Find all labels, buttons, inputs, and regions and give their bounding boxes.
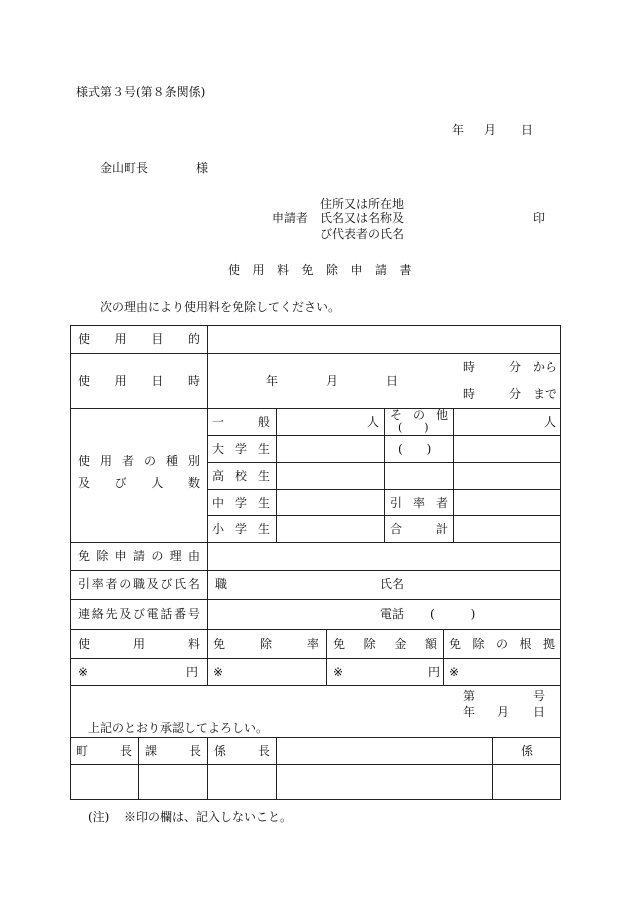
- date-month: 月: [484, 123, 497, 137]
- phone-paren: ( ): [430, 607, 476, 621]
- applicant-address-label: 住所又は所在地: [320, 197, 405, 211]
- user-type-label-2: 及 び 人 数: [78, 476, 200, 490]
- seal-mark: 印: [533, 211, 546, 225]
- time-from-suffix: から: [533, 360, 558, 374]
- approval-text: 上記のとおり承認してよろしい。: [88, 721, 269, 735]
- time-to-minute: 分: [509, 387, 522, 401]
- rate-label: 免 除 率: [213, 637, 319, 651]
- rate-mark: ※: [213, 665, 224, 679]
- contact-label: 連 絡 先 及 び 電 話 番 号: [78, 607, 200, 621]
- honorific: 様: [196, 161, 209, 175]
- time-from-hour: 時: [463, 360, 476, 374]
- approval-number-label: 第: [463, 689, 476, 703]
- category-junior-high: 中 学 生: [212, 496, 270, 510]
- fee-yen: 円: [186, 665, 199, 679]
- name-label: 氏名: [380, 577, 405, 591]
- basis-mark: ※: [449, 665, 460, 679]
- use-date-month: 月: [326, 374, 339, 388]
- approval-date-year: 年: [463, 705, 476, 719]
- approver-clerk: 係: [521, 744, 534, 758]
- amount-label: 免 除 金 額: [333, 637, 437, 651]
- note-text: ※印の欄は、記入しないこと。: [124, 810, 293, 824]
- datetime-label: 使 用 日 時: [78, 374, 200, 388]
- approval-date-month: 月: [497, 705, 510, 719]
- job-label: 職: [215, 577, 228, 591]
- reason-field[interactable]: [208, 543, 560, 570]
- reason-label: 免 除 申 請 の 理 由: [78, 549, 200, 563]
- basis-label: 免 除 の 根 拠: [449, 637, 555, 651]
- approver-subsection-chief: 係 長: [214, 744, 270, 758]
- purpose-label: 使 用 目 的: [78, 332, 200, 346]
- university-paren: ( ): [398, 442, 432, 456]
- time-to-suffix: まで: [533, 387, 558, 401]
- use-date-year: 年: [266, 374, 279, 388]
- time-to-hour: 時: [463, 387, 476, 401]
- page-title: 使用料免除申請書: [228, 263, 425, 277]
- amount-mark: ※: [333, 665, 344, 679]
- applicant-name-label: 氏名又は名称及: [320, 211, 405, 225]
- leader-label: 引 率 者: [390, 496, 448, 510]
- category-elementary: 小 学 生: [212, 522, 270, 536]
- approver-section-chief: 課 長: [145, 744, 201, 758]
- applicant-name-label-2: び代表者の氏名: [320, 227, 405, 241]
- category-high-school: 高 校 生: [212, 469, 270, 483]
- fee-mark: ※: [78, 665, 89, 679]
- approver-mayor: 町 長: [76, 744, 132, 758]
- category-university: 大 学 生: [212, 442, 270, 456]
- general-person-unit: 人: [367, 415, 380, 429]
- purpose-field[interactable]: [208, 326, 560, 353]
- applicant-label: 申請者: [272, 211, 309, 225]
- date-year: 年: [452, 123, 465, 137]
- addressee: 金山町長: [100, 161, 149, 175]
- other-paren: ( ): [398, 421, 429, 434]
- category-general: 一 般: [212, 415, 270, 429]
- amount-yen: 円: [428, 665, 441, 679]
- date-day: 日: [521, 123, 534, 137]
- intro-text: 次の理由により使用料を免除してください。: [100, 300, 341, 314]
- approval-date-day: 日: [533, 705, 546, 719]
- leader-job-label: 引 率 者 の 職 及 び 氏 名: [78, 577, 200, 591]
- form-number: 様式第３号(第８条関係): [76, 85, 206, 99]
- approval-number-suffix: 号: [533, 689, 546, 703]
- phone-label: 電話: [380, 607, 405, 621]
- fee-label: 使 用 料: [78, 637, 200, 651]
- use-date-day: 日: [386, 374, 399, 388]
- note-label: (注): [88, 810, 110, 824]
- total-label: 合 計: [390, 522, 448, 536]
- category-other: そ の 他: [390, 408, 448, 422]
- user-type-label: 使 用 者 の 種 別: [78, 454, 200, 468]
- other-person-unit: 人: [544, 415, 557, 429]
- time-from-minute: 分: [509, 360, 522, 374]
